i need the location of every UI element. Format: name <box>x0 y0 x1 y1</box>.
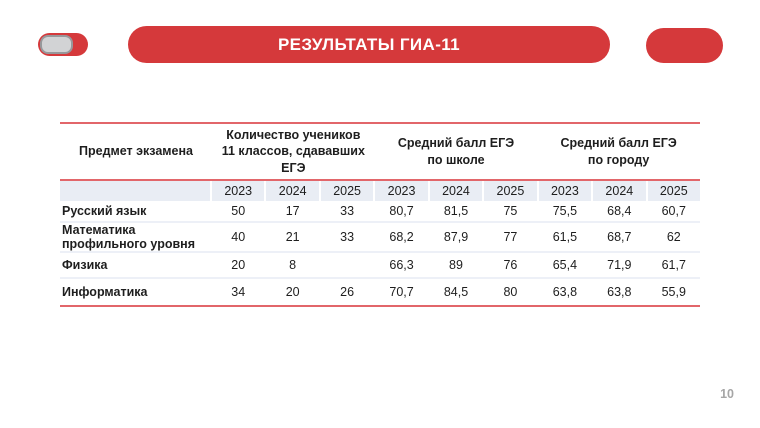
cell-value: 75 <box>503 204 518 218</box>
subject-label: Русский язык <box>62 203 147 218</box>
cell-value: 61,5 <box>552 230 578 245</box>
cell-value: 89 <box>449 258 463 272</box>
cell-value: 60,7 <box>661 204 686 218</box>
cell-value: 75,5 <box>552 204 578 218</box>
cell-value: 63,8 <box>552 285 578 299</box>
year-header: 2024 <box>266 181 318 201</box>
table-body <box>60 201 700 307</box>
cell-value: 8 <box>289 258 297 272</box>
red-pill-decoration <box>646 28 723 63</box>
cell-value: 17 <box>285 204 300 218</box>
subject-label: Информатика <box>62 284 148 299</box>
page-number: 10 <box>720 387 734 401</box>
column-header-subject: Предмет экзамена <box>79 144 193 159</box>
cell-value: 77 <box>503 230 518 245</box>
cell-value: 40 <box>231 230 246 245</box>
table-row-russian <box>60 201 700 223</box>
cell-value: 76 <box>503 258 518 272</box>
cell-value: 68,4 <box>607 204 632 218</box>
cell-value: 33 <box>340 230 355 245</box>
cell-value: 20 <box>231 258 246 272</box>
year-header: 2024 <box>430 181 482 201</box>
slide-title: РЕЗУЛЬТАТЫ ГИА-11 <box>277 34 461 54</box>
toggle-decoration <box>38 33 88 56</box>
cell-value: 68,2 <box>389 230 414 245</box>
subject-label: Математика профильного уровня <box>62 223 195 252</box>
year-header: 2024 <box>593 181 645 201</box>
cell-value: 84,5 <box>443 285 469 299</box>
gia-results-table <box>60 122 700 307</box>
cell-value: 20 <box>285 285 300 299</box>
year-header: 2025 <box>321 181 373 201</box>
column-header-school-average: Средний балл ЕГЭ по школе <box>397 136 515 167</box>
toggle-knob <box>40 35 73 54</box>
year-header: 2023 <box>375 181 427 201</box>
cell-value: 71,9 <box>607 258 632 272</box>
cell-value: 70,7 <box>389 285 414 299</box>
cell-value: 68,7 <box>607 230 632 245</box>
slide-title-banner <box>128 26 610 63</box>
cell-value: 80 <box>503 285 518 299</box>
year-header: 2023 <box>212 181 264 201</box>
cell-value: 63,8 <box>607 285 632 299</box>
cell-value: 62 <box>666 230 681 245</box>
cell-value: 55,9 <box>661 285 686 299</box>
cell-value: 87,9 <box>443 230 469 245</box>
cell-value: 34 <box>231 285 246 299</box>
cell-value: 65,4 <box>552 258 578 272</box>
cell-value: 61,7 <box>661 258 686 272</box>
cell-value: 33 <box>340 204 355 218</box>
year-header: 2025 <box>648 181 700 201</box>
column-header-student-count: Количество учеников 11 классов, сдававших ЕГЭ <box>221 128 365 175</box>
table-year-header-row <box>60 181 700 201</box>
cell-value: 80,7 <box>389 204 414 218</box>
year-header-spacer <box>60 181 210 201</box>
year-header: 2025 <box>484 181 536 201</box>
cell-value: 21 <box>285 230 300 245</box>
column-header-city-average: Средний балл ЕГЭ по городу <box>560 136 677 167</box>
table-group-header-row <box>60 122 700 181</box>
table-row-math-profile <box>60 223 700 253</box>
subject-label: Физика <box>62 257 108 272</box>
cell-value: 81,5 <box>443 204 469 218</box>
table-row-informatics <box>60 279 700 305</box>
cell-value: 26 <box>340 285 355 299</box>
table-row-physics <box>60 253 700 279</box>
year-header: 2023 <box>539 181 591 201</box>
cell-value: 66,3 <box>389 258 414 272</box>
cell-value: 50 <box>231 204 246 218</box>
